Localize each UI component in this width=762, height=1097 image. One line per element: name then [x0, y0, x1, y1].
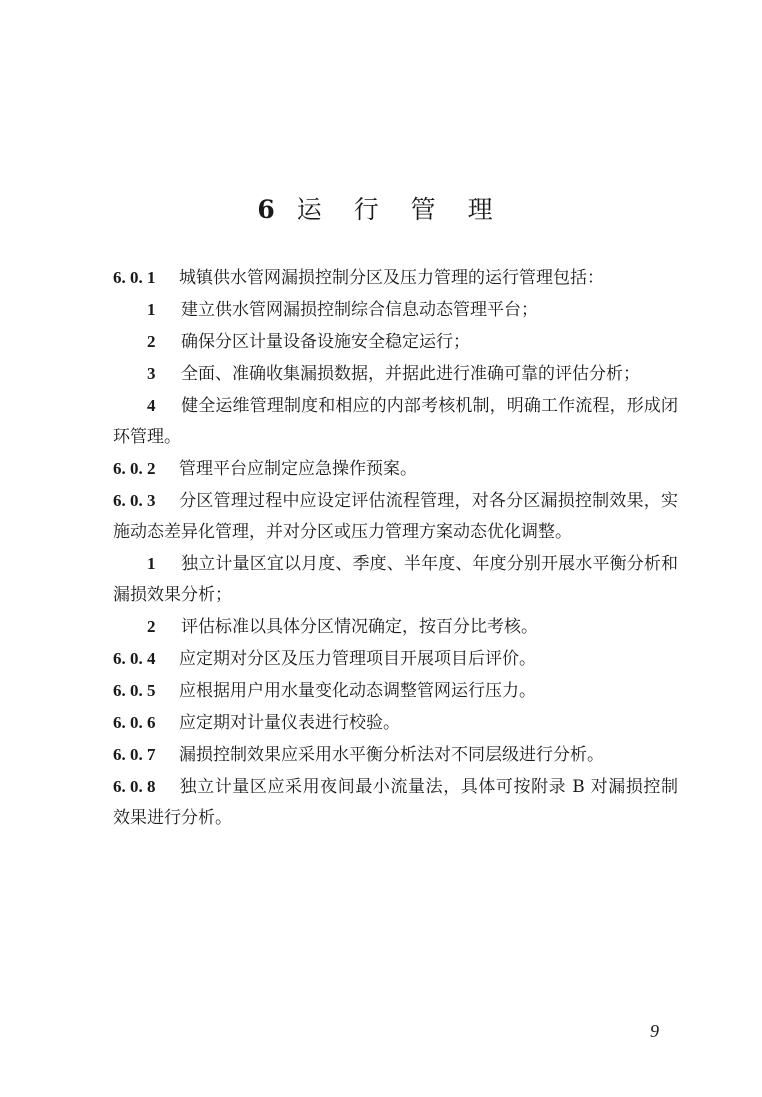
clause-item [113, 390, 678, 453]
item-text: 健全运维管理制度和相应的内部考核机制，明确工作流程，形成闭环管理。 [113, 396, 678, 447]
clause-number: 6. 0. 8 [113, 777, 156, 796]
clause-number: 6. 0. 6 [113, 713, 156, 732]
item-number: 2 [147, 332, 156, 351]
clause-text: 应定期对分区及压力管理项目开展项目后评价。 [179, 649, 536, 669]
item-number: 2 [147, 617, 156, 636]
item-text: 确保分区计量设备设施安全稳定运行； [181, 332, 470, 352]
clause-text: 应根据用户用水量变化动态调整管网运行压力。 [179, 681, 536, 701]
clause-6-0-6 [113, 707, 678, 739]
chapter-heading [0, 190, 762, 226]
item-number: 1 [147, 554, 156, 573]
clause-text: 分区管理过程中应设定评估流程管理，对各分区漏损控制效果，实施动态差异化管理，并对分区或压力管理方案动态优化调整。 [113, 491, 678, 542]
item-text: 建立供水管网漏损控制综合信息动态管理平台； [181, 300, 538, 320]
clause-item [113, 358, 678, 390]
item-text: 全面、准确收集漏损数据，并据此进行准确可靠的评估分析； [181, 364, 640, 384]
chapter-number: 6 [257, 195, 275, 224]
clause-number: 6. 0. 4 [113, 649, 156, 668]
clause-text: 管理平台应制定应急操作预案。 [179, 459, 417, 479]
chapter-body [113, 262, 678, 834]
chapter-title: 运 行 管 理 [296, 195, 505, 224]
page-number: 9 [650, 1021, 659, 1041]
clause-6-0-4 [113, 643, 678, 675]
clause-number: 6. 0. 3 [113, 491, 156, 510]
clause-6-0-1 [113, 262, 678, 294]
clause-item [113, 548, 678, 611]
clause-6-0-8 [113, 771, 678, 834]
item-number: 1 [147, 300, 156, 319]
clause-6-0-7 [113, 739, 678, 771]
clause-number: 6. 0. 7 [113, 745, 156, 764]
clause-text: 应定期对计量仪表进行校验。 [179, 713, 400, 733]
clause-number: 6. 0. 1 [113, 268, 156, 287]
clause-6-0-5 [113, 675, 678, 707]
clause-number: 6. 0. 5 [113, 681, 156, 700]
clause-text: 独立计量区应采用夜间最小流量法，具体可按附录 B 对漏损控制效果进行分析。 [113, 777, 678, 828]
clause-item [113, 611, 678, 643]
item-number: 4 [147, 396, 156, 415]
clause-text: 城镇供水管网漏损控制分区及压力管理的运行管理包括： [179, 268, 604, 288]
clause-text: 漏损控制效果应采用水平衡分析法对不同层级进行分析。 [179, 745, 604, 765]
clause-number: 6. 0. 2 [113, 459, 156, 478]
clause-item [113, 326, 678, 358]
clause-item [113, 294, 678, 326]
clause-6-0-2 [113, 453, 678, 485]
item-number: 3 [147, 364, 156, 383]
item-text: 评估标准以具体分区情况确定，按百分比考核。 [181, 617, 538, 637]
item-text: 独立计量区宜以月度、季度、半年度、年度分别开展水平衡分析和漏损效果分析； [113, 554, 678, 605]
clause-6-0-3 [113, 485, 678, 548]
